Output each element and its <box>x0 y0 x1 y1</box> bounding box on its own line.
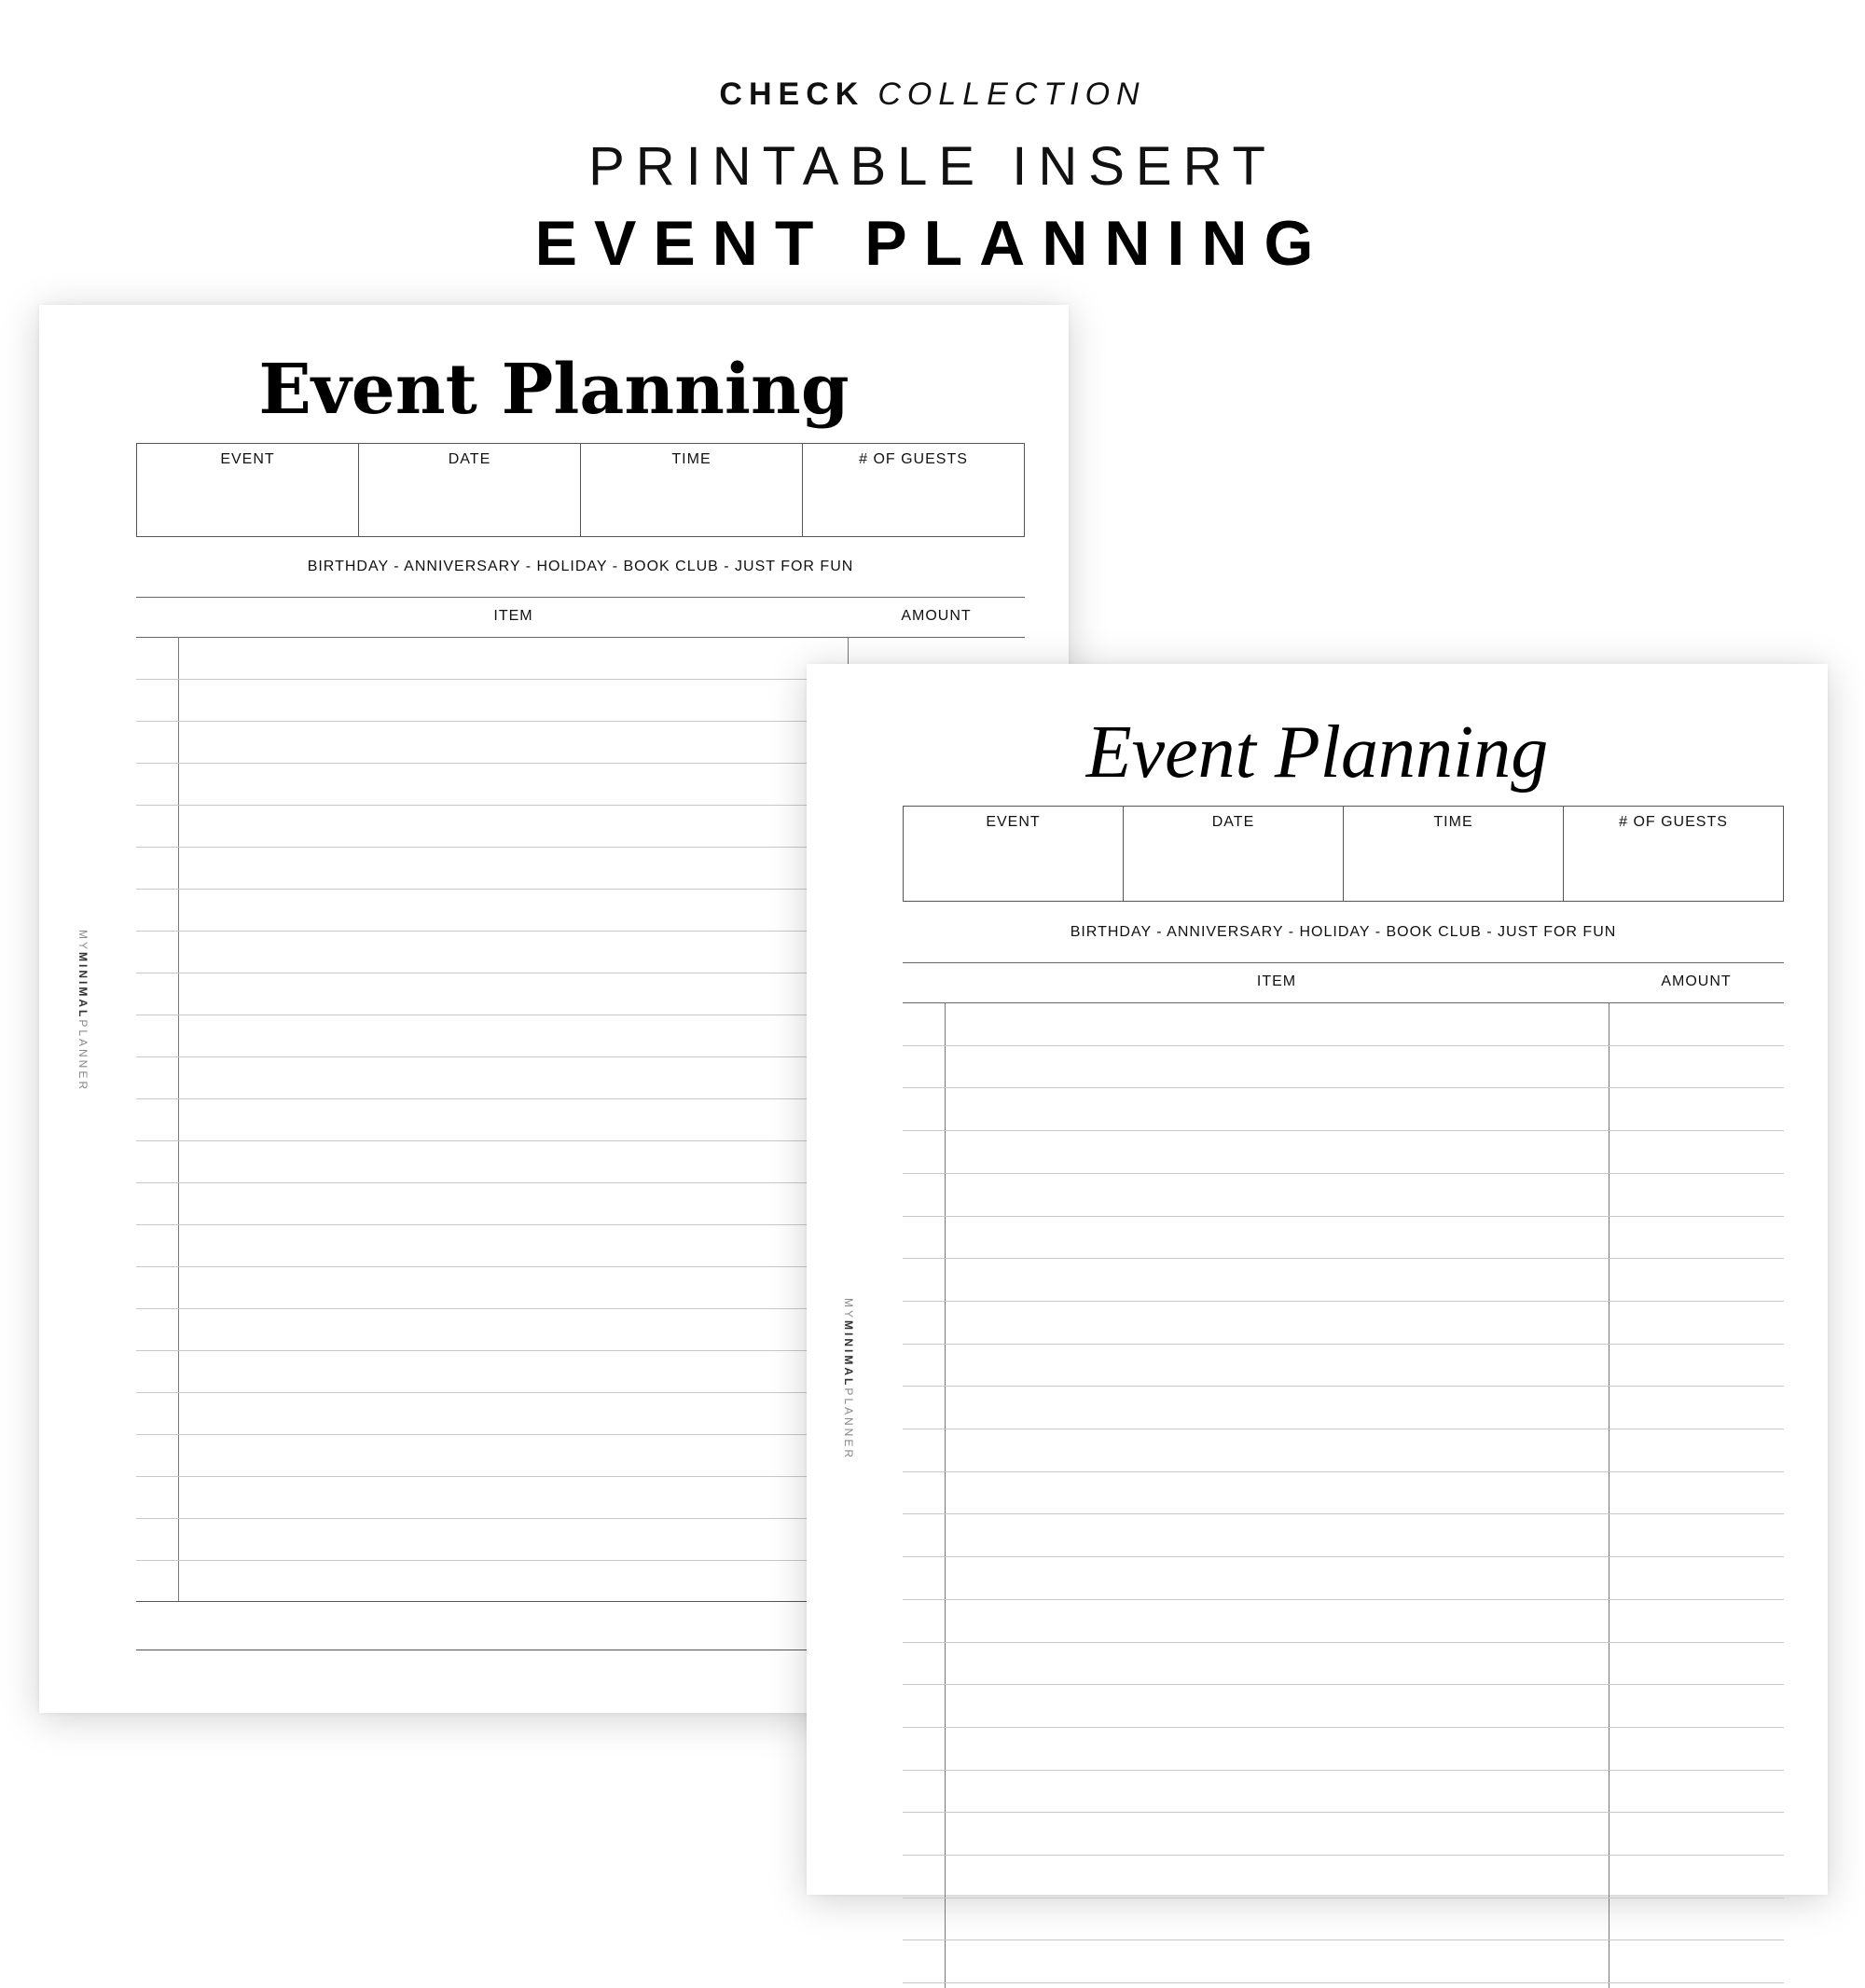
ledger-row-line <box>903 1812 1784 1813</box>
info-cell-event: EVENT <box>137 444 359 536</box>
ledger-row-line <box>903 1173 1784 1174</box>
ledger-top-rule <box>903 962 1784 963</box>
ledger-row-line <box>903 1087 1784 1088</box>
ledger-row-line <box>903 1301 1784 1302</box>
ledger-row-line <box>903 1344 1784 1345</box>
ledger-header-rule <box>903 1002 1784 1003</box>
ledger-row-line <box>903 1855 1784 1856</box>
planner-sheet-script <box>807 664 1828 1895</box>
info-cell-event: EVENT <box>904 807 1124 901</box>
brand-my: MY <box>76 930 90 952</box>
ledger-row-line <box>903 1386 1784 1387</box>
brand-watermark <box>842 1298 855 1460</box>
ledger-row-line <box>903 1045 1784 1046</box>
amount-column-header: AMOUNT <box>1661 973 1732 989</box>
info-cell-guests: # OF GUESTS <box>859 451 968 467</box>
margin-line <box>178 637 179 1601</box>
item-ledger <box>903 962 1784 1988</box>
collection-label <box>0 76 1865 113</box>
item-column-header: ITEM <box>1256 973 1297 989</box>
ledger-row-line <box>903 1216 1784 1217</box>
event-info-table <box>903 806 1784 902</box>
ledger-row-line <box>903 1599 1784 1600</box>
ledger-header-rule <box>136 637 1025 638</box>
event-types-line: BIRTHDAY - ANNIVERSARY - HOLIDAY - BOOK CLUB - JUST FOR FUN <box>307 559 854 574</box>
event-types-line: BIRTHDAY - ANNIVERSARY - HOLIDAY - BOOK CLUB - JUST FOR FUN <box>1070 924 1617 940</box>
ledger-row-line <box>903 1513 1784 1514</box>
ledger-row-line <box>903 1258 1784 1259</box>
event-info-table <box>136 443 1025 537</box>
item-column-header: ITEM <box>493 608 533 624</box>
header-title: EVENT PLANNING <box>534 208 1331 279</box>
brand-watermark <box>76 930 90 1092</box>
brand-minimal: MINIMAL <box>76 952 90 1020</box>
brand-planner: PLANNER <box>842 1387 855 1461</box>
ledger-row-line <box>903 1770 1784 1771</box>
sheet-title: Event Planning <box>1085 711 1549 794</box>
amount-column-header: AMOUNT <box>901 608 972 624</box>
ledger-row-line <box>903 1471 1784 1472</box>
ledger-row-line <box>903 1642 1784 1643</box>
margin-line <box>945 1002 946 1988</box>
ledger-row-line <box>903 1130 1784 1131</box>
brand-minimal: MINIMAL <box>842 1320 855 1388</box>
collection-name: CHECK <box>719 76 865 112</box>
sheet-title: Event Planning <box>258 350 850 430</box>
ledger-row-line <box>903 1556 1784 1557</box>
info-cell-time: TIME <box>581 444 803 536</box>
info-cell-date: DATE <box>359 444 581 536</box>
ledger-row-line <box>903 1982 1784 1983</box>
brand-planner: PLANNER <box>76 1019 90 1093</box>
info-cell-date: DATE <box>1124 807 1344 901</box>
ledger-row-line <box>903 1727 1784 1728</box>
ledger-top-rule <box>136 597 1025 598</box>
header-subtitle: PRINTABLE INSERT <box>588 136 1277 197</box>
ledger-row-line <box>903 1684 1784 1685</box>
brand-my: MY <box>842 1298 855 1320</box>
info-cell-guests: # OF GUESTS <box>1619 814 1728 830</box>
info-cell-time: TIME <box>1344 807 1564 901</box>
collection-suffix: COLLECTION <box>877 76 1146 112</box>
